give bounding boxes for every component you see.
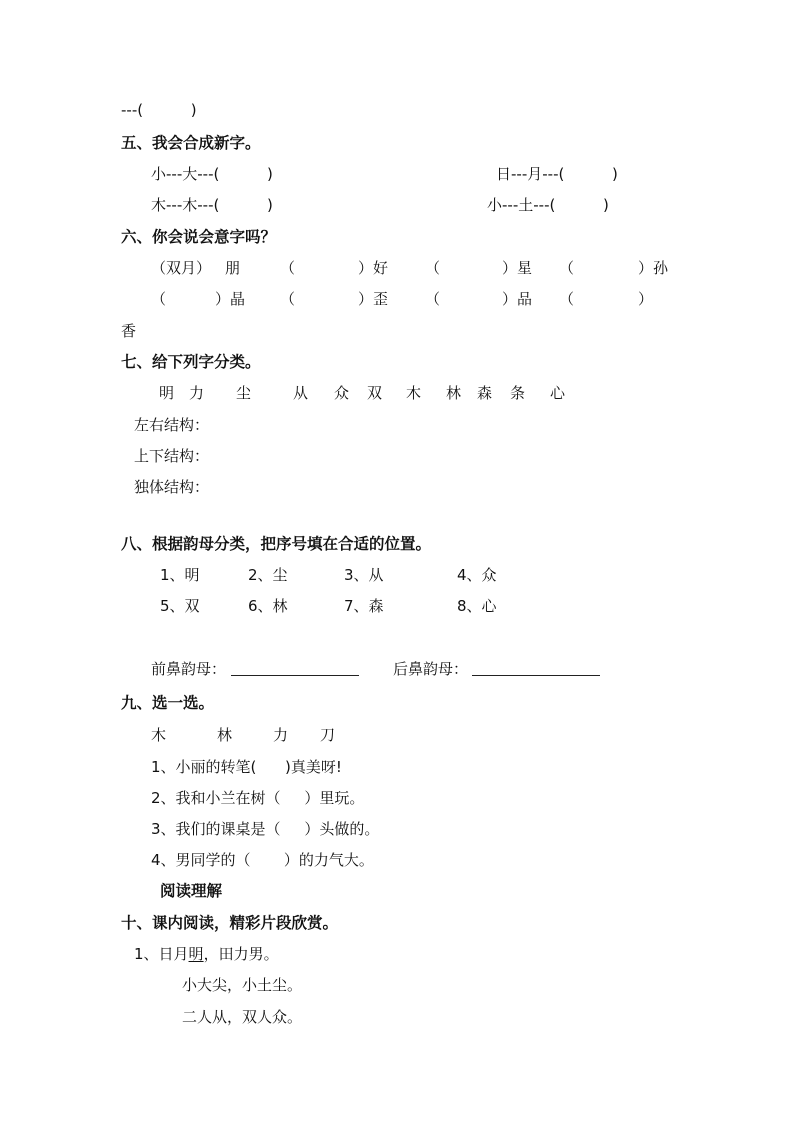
s10-line1-post: ，田力男。 [203,945,279,963]
s7-char: 条 [510,384,526,402]
s9-q3: 3、我们的课桌是（ ）头做的。 [151,820,380,838]
fragment-top: ---( ) [121,101,197,119]
s6-row2-5: ）品 [502,290,533,308]
s6-row1-2: （ [280,259,296,277]
s5-q3: 木---木---( ) [151,196,273,214]
s7-char: 力 [189,384,205,402]
s8-front-label: 前鼻韵母： [151,660,227,678]
s9-opt: 木 [151,726,167,744]
section-6-title: 六、你会说会意字吗？ [121,228,277,246]
s7-char: 众 [334,384,350,402]
reading-heading: 阅读理解 [160,882,223,900]
s6-row2-6: （ [559,290,575,308]
s9-q1: 1、小丽的转笔( )真美呀! [151,758,342,776]
s6-row2-7: ） [638,290,654,308]
s6-row1-3: ）好 [358,259,389,277]
s6-wrap: 香 [121,322,137,340]
s6-row2-1: ）晶 [215,290,246,308]
s6-row2-2: （ [280,290,296,308]
section-10-title: 十、课内阅读，精彩片段欣赏。 [121,914,339,932]
section-9-title: 九、选一选。 [121,694,215,712]
s8-item: 2、尘 [248,566,288,584]
s7-char: 明 [159,384,175,402]
s9-q2: 2、我和小兰在树（ ）里玩。 [151,789,365,807]
s10-line2: 小大尖，小土尘。 [182,976,303,994]
s9-opt: 刀 [320,726,336,744]
s6-row1-0: （双月） [151,259,212,277]
s6-row1-6: （ [559,259,575,277]
section-7-title: 七、给下列字分类。 [121,353,261,371]
s7-char: 尘 [236,384,252,402]
s5-q2: 日---月---( ) [496,165,618,183]
s7-char: 双 [367,384,383,402]
s7-char: 木 [406,384,422,402]
s8-back-blank[interactable] [472,675,600,676]
s6-row2-3: ）歪 [358,290,389,308]
s10-line1-underlined: 明 [188,945,204,963]
s7-left-right: 左右结构： [134,416,210,434]
s6-row2-4: （ [425,290,441,308]
s8-item: 5、双 [160,597,200,615]
s8-item: 6、林 [248,597,288,615]
s7-char: 心 [550,384,566,402]
section-8-title: 八、根据韵母分类，把序号填在合适的位置。 [121,535,432,553]
s9-opt: 林 [217,726,233,744]
s8-item: 1、明 [160,566,200,584]
s10-line1 [134,945,279,963]
s8-item: 8、心 [457,597,497,615]
s8-item: 4、众 [457,566,497,584]
s5-q1: 小---大---( ) [151,165,273,183]
s7-single: 独体结构： [134,478,210,496]
s8-item: 7、森 [344,597,384,615]
s10-line3: 二人从，双人众。 [182,1008,303,1026]
s5-q4: 小---土---( ) [487,196,609,214]
section-5-title: 五、我会合成新字。 [121,134,261,152]
s8-back-label: 后鼻韵母： [393,660,469,678]
s6-row2-0: （ [151,290,167,308]
s6-row1-5: ）星 [502,259,533,277]
s8-front-blank[interactable] [231,675,359,676]
s6-row1-7: ）孙 [638,259,669,277]
s7-char: 林 [446,384,462,402]
s8-item: 3、从 [344,566,384,584]
s7-char: 森 [477,384,493,402]
s6-row1-4: （ [425,259,441,277]
s9-q4: 4、男同学的（ ）的力气大。 [151,851,374,869]
s10-line1-pre: 1、日月 [134,945,189,963]
s7-top-bottom: 上下结构： [134,447,210,465]
s7-char: 从 [293,384,309,402]
s9-opt: 力 [273,726,289,744]
s6-row1-1: 朋 [225,259,241,277]
